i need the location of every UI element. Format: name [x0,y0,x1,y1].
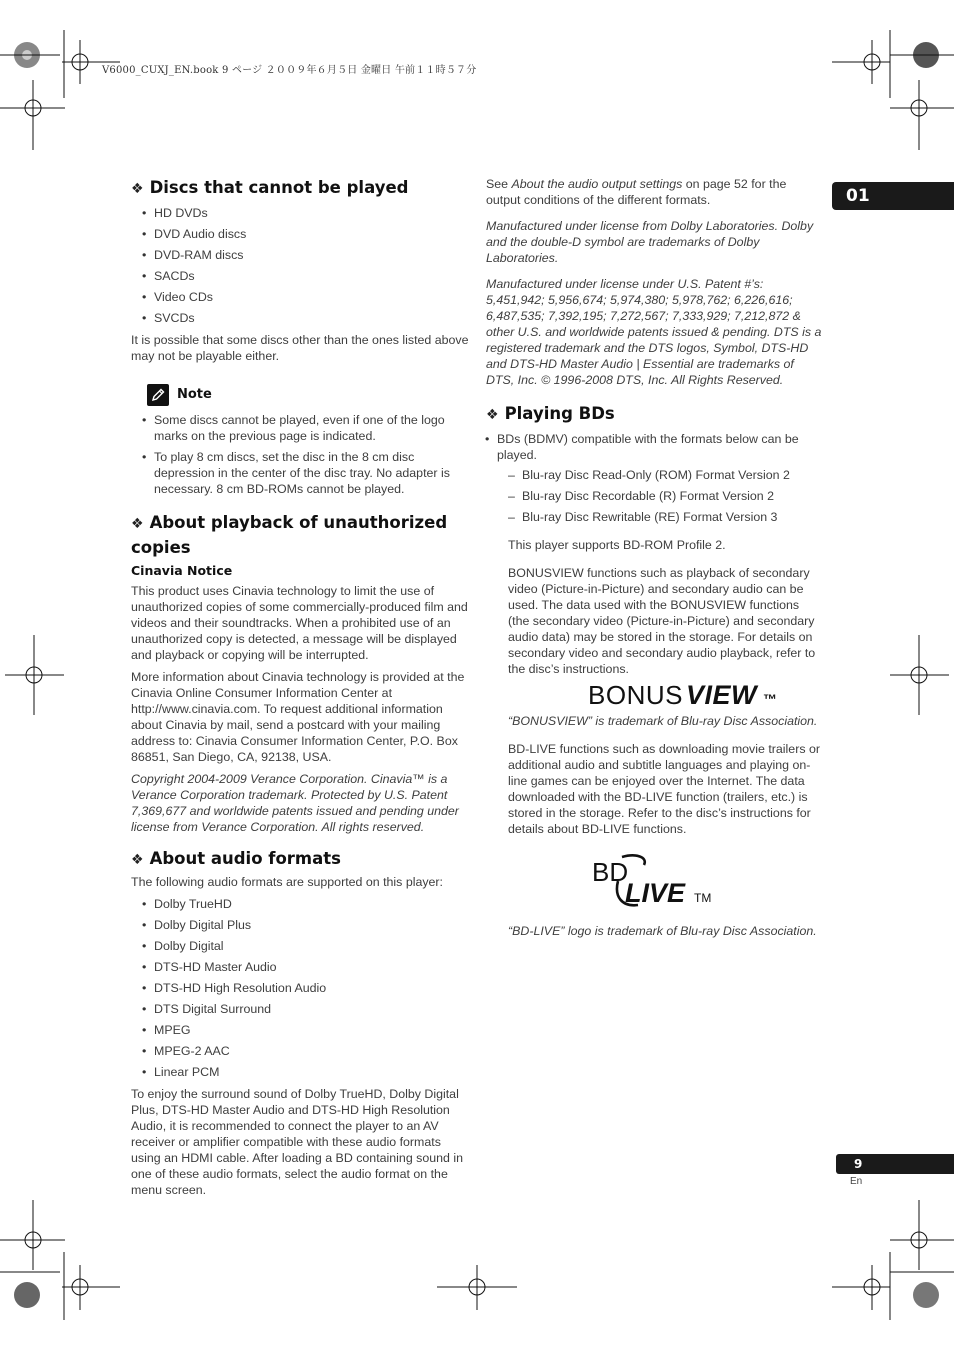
list-item: – Blu-ray Disc Recordable (R) Format Version 2 [486,488,822,504]
unplayable-discs-list [131,205,471,326]
print-header: V6000_CUXJ_EN.book 9 ページ ２００９年６月５日 金曜日 午前１１時５７分 [102,65,477,76]
list-item: • Dolby TrueHD [131,896,471,912]
logo-text: BONUS [588,680,683,710]
section-heading-discs-not-played [131,176,471,201]
list-item: • BDs (BDMV) compatible with the formats below can be played. [474,431,822,463]
list-item: • DTS-HD High Resolution Audio [131,980,471,996]
list-item: • To play 8 cm discs, set the disc in the 8 cm disc depression in the center of the disc tray. No adapter is necessary. 8 cm BD-ROMs cannot be played. [131,449,471,497]
section-heading-audio-formats [131,847,471,872]
paragraph: This product uses Cinavia technology to limit the use of unauthorized copies of some commercially-produced film and videos and their soundtracks. When a prohibited use of an unauthorized copy is detected, a message will be displayed and playback or copying will be interrupted. [131,584,468,662]
paragraph: To enjoy the surround sound of Dolby TrueHD, Dolby Digital Plus, DTS-HD Master Audio and DTS-HD High Resolution Audio, it is recommended to connect the player to an AV receiver or amplifier compatible with these audio formats using an HDMI cable. After loading a BD containing sound in one of these audio formats, select the audio format on the menu screen. [131,1087,463,1197]
page-language: En [850,1176,863,1187]
diamond-bullet-icon: ❖ [131,181,144,197]
diamond-bullet-icon: ❖ [131,852,144,868]
bd-format-list [486,467,822,525]
copyright-notice: Copyright 2004-2009 Verance Corporation. Cinavia™ is a Verance Corporation trademark. Protected by U.S. Patent 7,369,677 and worldwide patents issued and pending under license from Verance Corporation. All rights reserved. [131,772,459,834]
trademark-symbol: ™ [762,691,777,707]
logo-text: BD [592,857,629,887]
list-item: • SVCDs [131,310,471,326]
section-heading-playing-bds [486,402,822,427]
dts-notice: Manufactured under license under U.S. Patent #’s: 5,451,942; 5,956,674; 5,974,380; 5,978,762; 6,226,616; 6,487,535; 7,392,195; 7,272,567; 7,333,929; 7,212,872 & other U.S. and worldwide patents issued & pending. DTS is a registered trademark and the DTS logos, Symbol, DTS-HD and DTS-HD Master Audio | Essential are trademarks of DTS, Inc. © 1996-2008 DTS, Inc. All Rights Reserved. [486,277,822,387]
section-title: About playback of unauthorized copies [131,513,448,557]
list-item: • Dolby Digital [131,938,471,954]
list-item: • DVD Audio discs [131,226,471,242]
see-reference [486,176,822,208]
logo-text: VIEW [685,680,757,710]
list-item: – Blu-ray Disc Rewritable (RE) Format Version 3 [486,509,822,525]
subheading-cinavia: Cinavia Notice [131,563,233,578]
list-item: • Linear PCM [131,1064,471,1080]
trademark-symbol: TM [694,891,712,905]
paragraph: It is possible that some discs other than the ones listed above may not be playable either. [131,333,469,363]
text: on page 52 for the output conditions of the different formats. [486,177,787,207]
diamond-bullet-icon: ❖ [486,407,499,423]
section-title: About audio formats [149,849,341,868]
bdlive-logo [592,851,722,911]
list-item: – Blu-ray Disc Read-Only (ROM) Format Version 2 [486,467,822,483]
section-heading-unauthorized-copies [131,511,471,559]
list-item: • MPEG-2 AAC [131,1043,471,1059]
paragraph: This player supports BD-ROM Profile 2. [508,538,726,552]
list-item: • SACDs [131,268,471,284]
text: See [486,177,512,191]
logo-text: LIVE [625,878,686,908]
list-item: • DVD-RAM discs [131,247,471,263]
note-label: Note [177,387,212,402]
list-item: • DTS-HD Master Audio [131,959,471,975]
diamond-bullet-icon: ❖ [131,516,144,532]
right-column [486,176,822,945]
list-item: • DTS Digital Surround [131,1001,471,1017]
bd-details [486,537,822,939]
bonusview-logo [588,680,822,710]
list-item: • Some discs cannot be played, even if one of the logo marks on the previous page is indicated. [131,412,471,444]
dolby-notice: Manufactured under license from Dolby Laboratories. Dolby and the double-D symbol are trademarks of Dolby Laboratories. [486,219,814,265]
bdlive-trademark-note: “BD-LIVE” logo is trademark of Blu-ray Disc Association. [508,924,817,938]
note-header [147,384,471,406]
cross-reference: About the audio output settings [511,177,683,191]
list-item: • Dolby Digital Plus [131,917,471,933]
list-item: • Video CDs [131,289,471,305]
left-column [131,176,471,1204]
section-title: Playing BDs [504,404,615,423]
list-item: • MPEG [131,1022,471,1038]
page-number-tab: 9 [836,1154,954,1174]
bonusview-trademark-note: “BONUSVIEW” is trademark of Blu-ray Disc Association. [508,714,818,728]
paragraph: More information about Cinavia technology is provided at the Cinavia Online Consumer Information Center at http://www.cinavia.com. To request additional information about Cinavia by mail, send a postcard with your mailing address to: Cinavia Consumer Information Center, P.O. Box 86851, San Diego, CA, 92138, USA. [131,670,465,764]
paragraph: The following audio formats are supported on this player: [131,875,444,889]
list-item: • HD DVDs [131,205,471,221]
section-title: Discs that cannot be played [149,178,409,197]
paragraph: BD-LIVE functions such as downloading movie trailers or additional audio and subtitle languages and playing on-line games can be enjoyed over the Internet. The data downloaded with the BD-LIVE function (trailers, etc.) is stored in the storage. Refer to the disc’s instructions for details about BD-LIVE functions. [508,742,820,836]
note-list [131,412,471,497]
paragraph: BONUSVIEW functions such as playback of secondary video (Picture-in-Picture) and secondary audio can be used. The data used with the BONUSVIEW functions (the secondary video (Picture-in-Picture) and secondary audio data) may be stored in the storage. For details on secondary video and secondary audio playback, refer to the disc’s instructions. [508,566,816,676]
bd-list [474,431,822,463]
pencil-icon [147,384,169,406]
bdlive-logo-swoosh [592,851,722,911]
audio-formats-list [131,896,471,1080]
chapter-number-tab: 01 [832,182,954,210]
